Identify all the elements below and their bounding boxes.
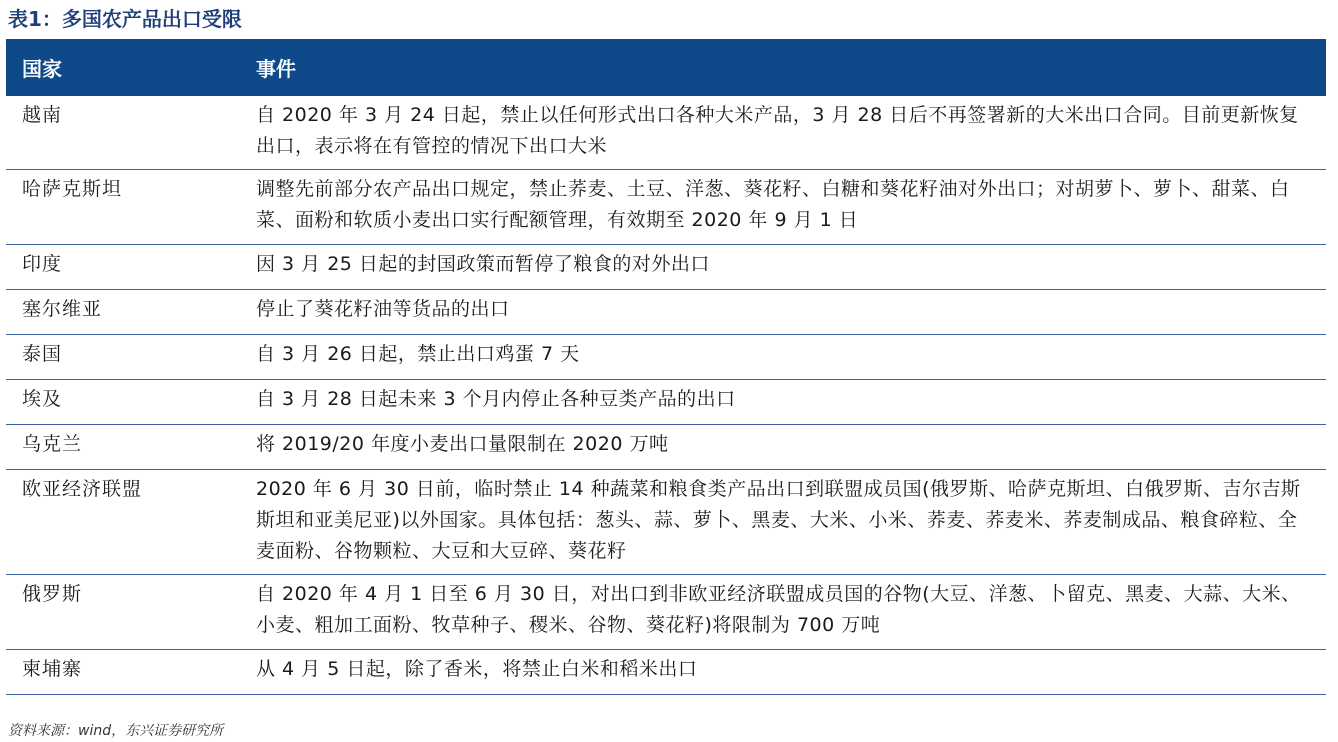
row-event: 自 2020 年 3 月 24 日起，禁止以任何形式出口各种大米产品，3 月 28 日后不再签署新的大米出口合同。目前更新恢复出口，表示将在有管控的情况下出口大米 (256, 104, 1299, 157)
row-event: 从 4 月 5 日起，除了香米，将禁止白米和稻米出口 (256, 658, 698, 680)
row-country: 欧亚经济联盟 (22, 478, 143, 500)
header-country: 国家 (22, 56, 62, 81)
row-event: 因 3 月 25 日起的封国政策而暂停了粮食的对外出口 (256, 253, 710, 275)
table-row (6, 425, 1326, 470)
export-restriction-table (6, 39, 1326, 695)
row-country: 泰国 (22, 343, 63, 365)
row-country: 哈萨克斯坦 (22, 178, 123, 200)
row-country: 印度 (22, 253, 63, 275)
table-row (6, 290, 1326, 335)
row-country: 乌克兰 (22, 433, 83, 455)
table-row (6, 380, 1326, 425)
row-event: 调整先前部分农产品出口规定，禁止荞麦、土豆、洋葱、葵花籽、白糖和葵花籽油对外出口；对胡萝卜、萝卜、甜菜、白菜、面粉和软质小麦出口实行配额管理，有效期至 2020 年 9 月 1 日 (256, 178, 1290, 231)
row-country: 越南 (22, 104, 63, 126)
table-row (6, 335, 1326, 380)
table-row (6, 470, 1326, 575)
row-country: 埃及 (22, 388, 63, 410)
table-row (6, 170, 1326, 245)
row-country: 塞尔维亚 (22, 298, 103, 320)
source-note: 资料来源：wind，东兴证券研究所 (8, 723, 224, 739)
row-event: 停止了葵花籽油等货品的出口 (256, 298, 510, 320)
table-row (6, 650, 1326, 695)
row-event: 将 2019/20 年度小麦出口量限制在 2020 万吨 (256, 433, 669, 455)
row-event: 自 3 月 28 日起未来 3 个月内停止各种豆类产品的出口 (256, 388, 736, 410)
row-country: 俄罗斯 (22, 583, 83, 605)
table-row (6, 245, 1326, 290)
table-row (6, 575, 1326, 650)
row-country: 柬埔寨 (22, 658, 83, 680)
row-event: 自 3 月 26 日起，禁止出口鸡蛋 7 天 (256, 343, 580, 365)
row-event: 2020 年 6 月 30 日前，临时禁止 14 种蔬菜和粮食类产品出口到联盟成员国(俄罗斯、哈萨克斯坦、白俄罗斯、吉尔吉斯斯坦和亚美尼亚)以外国家。具体包括：葱头、蒜、萝卜、黑麦、大米、小米、荞麦、荞麦米、荞麦制成品、粮食碎粒、全麦面粉、谷物颗粒、大豆和大豆碎、葵花籽 (256, 478, 1301, 562)
table-row (6, 96, 1326, 170)
table-header (6, 39, 1326, 96)
table-title: 表1：多国农产品出口受限 (8, 7, 242, 31)
header-event: 事件 (256, 56, 296, 81)
row-event: 自 2020 年 4 月 1 日至 6 月 30 日，对出口到非欧亚经济联盟成员国的谷物(大豆、洋葱、卜留克、黑麦、大蒜、大米、小麦、粗加工面粉、牧草种子、稷米、谷物、葵花籽)将限制为 700 万吨 (256, 583, 1301, 636)
